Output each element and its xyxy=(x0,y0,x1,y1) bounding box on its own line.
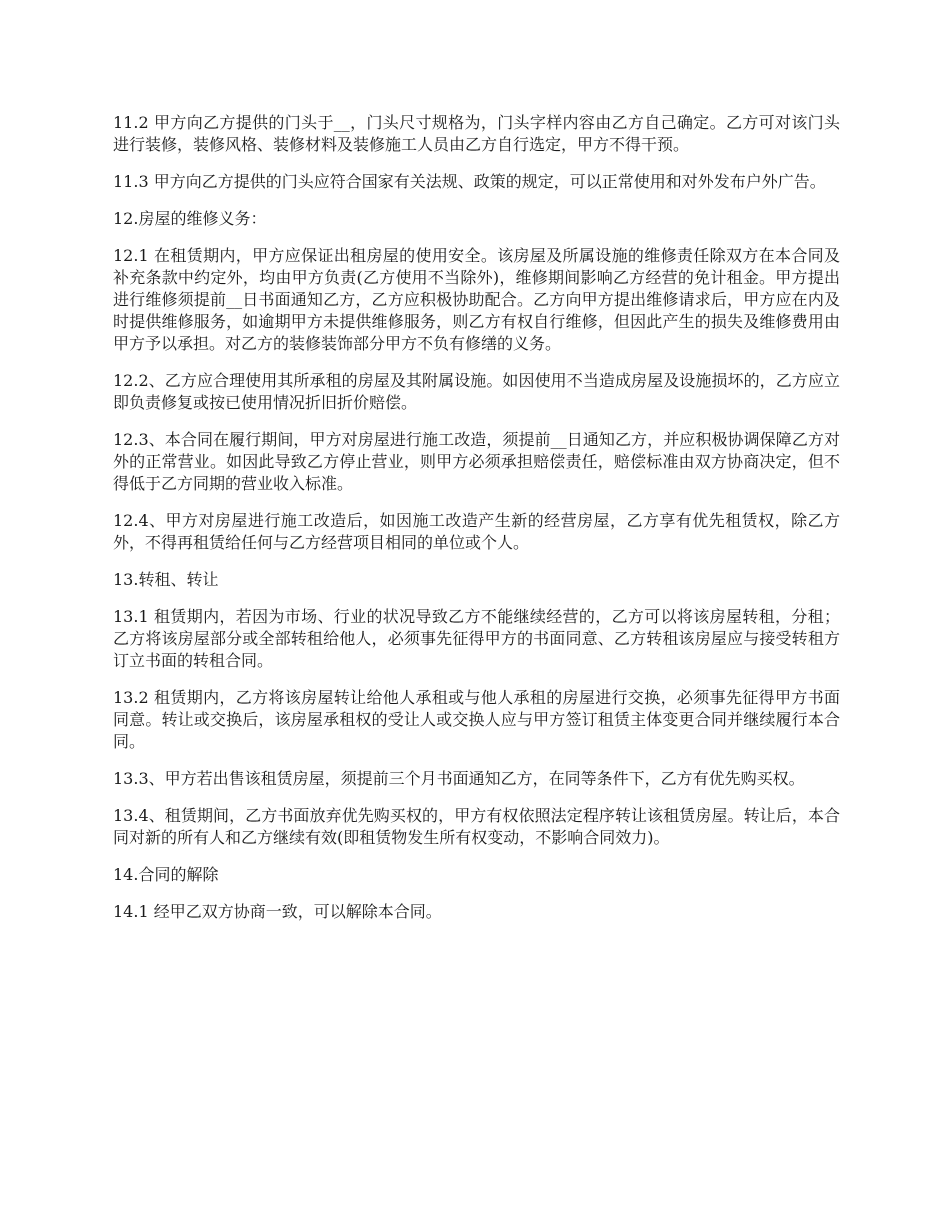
clause-14-1: 14.1 经甲乙双方协商一致，可以解除本合同。 xyxy=(113,902,442,921)
clause-11-2: 11.2 甲方向乙方提供的门头于__，门头尺寸规格为，门头字样内容由乙方自己确定。乙方可对该门头进行装修，装修风格、装修材料及装修施工人员由乙方自行选定，甲方不得干预。 xyxy=(113,113,840,154)
clause-13-3: 13.3、甲方若出售该租赁房屋，须提前三个月书面通知乙方，在同等条件下，乙方有优先购买权。 xyxy=(113,769,805,788)
clause-12-4: 12.4、甲方对房屋进行施工改造后，如因施工改造产生新的经营房屋，乙方享有优先租赁权，除乙方外，不得再租赁给任何与乙方经营项目相同的单位或个人。 xyxy=(113,511,840,552)
clause-11-3: 11.3 甲方向乙方提供的门头应符合国家有关法规、政策的规定，可以正常使用和对外发布户外广告。 xyxy=(113,172,826,191)
clause-13-1: 13.1 租赁期内，若因为市场、行业的状况导致乙方不能继续经营的，乙方可以将该房屋转租，分租；乙方将该房屋部分或全部转租给他人，必须事先征得甲方的书面同意、乙方转租该房屋应与接受转租方订立书面的转租合同。 xyxy=(113,607,840,670)
section-heading-13: 13.转租、转让 xyxy=(113,570,219,589)
section-heading-14: 14.合同的解除 xyxy=(113,865,219,884)
clause-13-4: 13.4、租赁期间，乙方书面放弃优先购买权的，甲方有权依照法定程序转让该租赁房屋。转让后，本合同对新的所有人和乙方继续有效(即租赁物发生所有权变动，不影响合同效力)。 xyxy=(113,806,840,847)
clause-12-2: 12.2、乙方应合理使用其所承租的房屋及其附属设施。如因使用不当造成房屋及设施损坏的，乙方应立即负责修复或按已使用情况折旧折价赔偿。 xyxy=(113,371,840,412)
clause-13-2: 13.2 租赁期内，乙方将该房屋转让给他人承租或与他人承租的房屋进行交换，必须事先征得甲方书面同意。转让或交换后，该房屋承租权的受让人或交换人应与甲方签订租赁主体变更合同并继续履行本合同。 xyxy=(113,688,840,751)
clause-12-1: 12.1 在租赁期内，甲方应保证出租房屋的使用安全。该房屋及所属设施的维修责任除双方在本合同及补充条款中约定外，均由甲方负责(乙方使用不当除外)，维修期间影响乙方经营的免计租金。甲方提出进行维修须提前__日书面通知乙方，乙方应积极协助配合。乙方向甲方提出维修请求后，甲方应在内及时提供维修服务，如逾期甲方未提供维修服务，则乙方有权自行维修，但因此产生的损失及维修费用由甲方予以承担。对乙方的装修装饰部分甲方不负有修缮的义务。 xyxy=(113,246,840,353)
section-heading-12: 12.房屋的维修义务： xyxy=(113,209,267,228)
clause-12-3: 12.3、本合同在履行期间，甲方对房屋进行施工改造，须提前__日通知乙方，并应积极协调保障乙方对外的正常营业。如因此导致乙方停止营业，则甲方必须承担赔偿责任，赔偿标准由双方协商决定，但不得低于乙方同期的营业收入标准。 xyxy=(113,430,840,493)
